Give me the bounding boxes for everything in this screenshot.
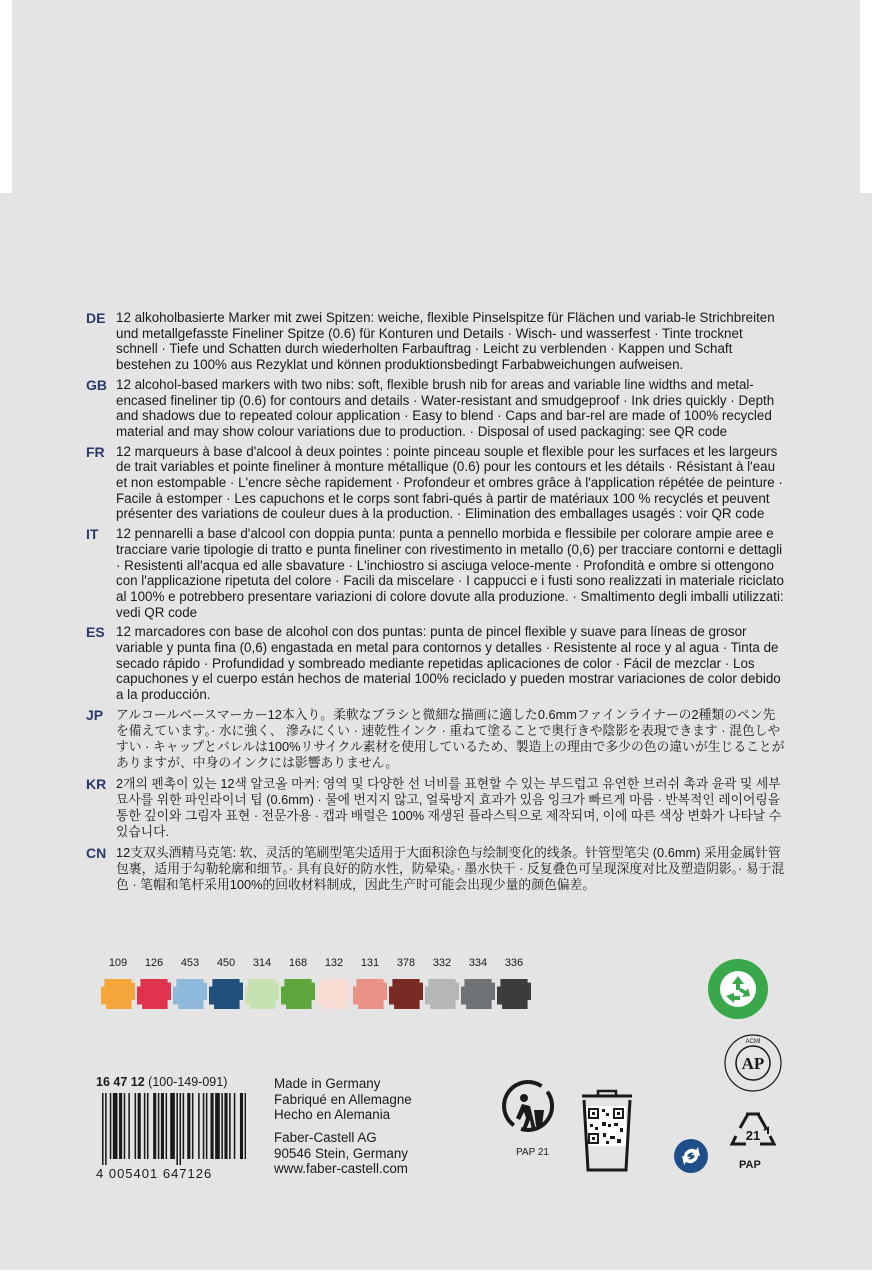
multilingual-description [86,310,786,897]
color-swatch [460,955,496,1009]
color-blob [281,979,315,1009]
barcode-bar [128,1093,130,1159]
color-swatch [208,955,244,1009]
company-address [274,1130,408,1177]
color-number: 378 [396,957,416,969]
barcode-bar [166,1093,168,1159]
barcode-bar [147,1093,149,1159]
language-block-es [86,624,786,703]
made-in-line: Fabriqué en Allemagne [274,1091,412,1107]
color-blob [101,979,135,1009]
barcode-bar [161,1093,164,1159]
color-number: 109 [108,957,128,969]
tidyman-icon [500,1080,556,1146]
color-swatch [496,955,532,1009]
language-code: IT [86,526,99,543]
language-block-de [86,310,786,373]
color-blob [497,979,531,1009]
made-in-line: Hecho en Alemania [274,1107,391,1123]
barcode-bar [102,1093,104,1165]
barcode-bar [113,1093,118,1159]
color-number: 314 [252,957,272,969]
language-text: 12 marqueurs à base d'alcool à deux pointes : pointe pinceau souple et flexible pour les surfaces et les largeurs de trait variables et pointe fineliner à monture métallique (0.6) pour les contours et les détails · Résistant à l'eau et non estompable · L'encre sèche rapidement · Profondeur et ombres grâce à l'application répétée de peinture · Facile à estomper · Les capuchons et le corps sont fabri-qués à partir de matériaux 100 % recyclés et peuvent présenter des variations de couleur dues à la production. · Elimination des emballages usagés : voir QR code [116,443,783,522]
color-swatch [244,955,280,1009]
barcode-bar [135,1093,137,1159]
language-text: 12 pennarelli a base d'alcool con doppia punta: punta a pennello morbida e flessibile per colorare ampie aree e tracciare varie tipologie di tratto e punta fineliner con rivestimento in metallo (0,6) per tracciare contorni e dettagli · Resistenti all'acqua ed alle sbavature · L'inchiostro si asciuga veloce-mente · Profondità e ombre si ottengono con l'applicazione ripetuta del colore · Facili da miscelare · I cappucci e i fusti sono realizzati in materiale riciclato al 100% e potrebbero presentare variazioni di colore dovute alla produzione. · Smaltimento degli imballi utilizzati: vedi QR code [116,526,784,620]
language-block-cn [86,845,786,894]
pap21-recycle-icon [728,1108,778,1158]
pap-label: PAP [739,1159,761,1171]
barcode-bar [206,1093,208,1159]
language-code: DE [86,310,106,326]
barcode-bar [183,1093,185,1159]
barcode-bar [144,1093,146,1159]
recycled-cardboard-badge-icon [707,958,769,1020]
language-block-it [86,526,786,620]
color-number: 450 [216,957,236,969]
barcode-bar [221,1093,223,1159]
color-blob [209,979,243,1009]
language-text: 12 alcohol-based markers with two nibs: soft, flexible brush nib for areas and variable line widths and metal-encased fineliner tip (0.6) for contours and details · Water-resistant and smudgeproof · Ink dries quickly · Depth and shadows due to repeated colour application · Easy to blend · Caps and bar-rel are made of 100% recycled material and may show colour variations due to production. · Disposal of used packaging: see QR code [116,376,775,439]
bottom-edge [0,1270,872,1280]
barcode-bar [240,1093,243,1159]
barcode-bar [203,1093,205,1159]
ean-number: 4 005401 647126 [96,1166,213,1181]
acmi-ap-seal-icon [722,1033,784,1097]
barcode-bar [105,1093,107,1165]
color-swatch [316,955,352,1009]
color-swatch [172,955,208,1009]
barcode-bar [187,1093,190,1159]
color-swatch [424,955,460,1009]
color-number: 168 [288,957,308,969]
recycle-number: 21 [745,1128,761,1143]
barcode-bar [234,1093,236,1159]
language-block-gb [86,377,786,440]
barcode-bar [176,1093,178,1165]
barcode-bar [138,1093,141,1159]
barcode-area [96,1075,266,1181]
color-blob [245,979,279,1009]
color-blob [173,979,207,1009]
article-number-main: 16 47 12 [96,1075,145,1089]
language-text: 2개의 펜촉이 있는 12색 알코올 마커: 영역 및 다양한 선 너비를 표현할 수 있는 부드럽고 유연한 브러쉬 촉과 윤곽 및 세부 묘사를 위한 파인라이너 팁 (0.6mm) · 물에 번지지 않고, 얼룩방지 효과가 있음 잉크가 빠르게 마름 · 반복적인 레이어링을 통한 깊이와 그림자 표현 · 전문가용 · 캡과 배럴은 100% 재생된 플라스틱으로 제작되며, 이에 따른 색상 변화가 나타날 수 있습니다. [116,775,782,840]
color-number: 332 [432,957,452,969]
language-text: 12 alkoholbasierte Marker mit zwei Spitzen: weiche, flexible Pinselspitze für Flächen und variab-le Strichbreiten und metallgefasste Fineliner Spitze (0.6) für Konturen und Details · Wisch- und wasserfest · Tinte trocknet schnell · Tiefe und Schatten durch wiederholten Farbauftrag · Leicht zu verblenden · Kappen und Schaft bestehen zu 100% aus Rezyklat und können produktionsbedingt Farbabweichungen aufweisen. [116,310,775,373]
hang-tab-cutout-right [860,0,872,193]
pap21-label: PAP 21 [516,1147,549,1158]
color-swatch [280,955,316,1009]
barcode-bar [245,1093,246,1159]
company-name: Faber-Castell AG [274,1130,377,1145]
made-in-block [274,1076,412,1123]
barcode-bar [180,1093,182,1165]
acmi-top-text: ACMI [745,1039,761,1045]
language-code: GB [86,376,107,393]
trash-bin-icon [578,1082,636,1174]
color-blob [353,979,387,1009]
barcode-bar [215,1093,220,1159]
language-text: 12支双头酒精马克笔: 软、灵活的笔刷型笔尖适用于大面积涂色与绘制变化的线条。针管型笔尖 (0.6mm) 采用金属针管包裹，适用于勾勒轮廓和细节。· 具有良好的防水性，防晕染。· 墨水快干 · 反复叠色可呈现深度对比及塑造阴影。· 易于混色 · 笔帽和笔杆采用100%的回收材料制成，因此生产时可能会出现少量的颜色偏差。 [116,844,785,892]
barcode-bar [110,1093,112,1159]
color-swatch [352,955,388,1009]
barcode-bar [170,1093,175,1159]
article-number-code: (100-149-091) [148,1075,228,1089]
color-blob [137,979,171,1009]
color-swatch-row [100,955,532,1009]
recycle-loop-icon [673,1138,709,1174]
company-website: www.faber-castell.com [274,1161,408,1177]
acmi-ap-text: AP [741,1054,765,1073]
barcode-bar [224,1093,227,1159]
barcode-bar [124,1093,126,1159]
barcode [96,1093,266,1165]
color-blob [317,979,351,1009]
color-number: 334 [468,957,488,969]
color-number: 131 [360,957,380,969]
language-text: 12 marcadores con base de alcohol con dos puntas: punta de pincel flexible y suave para líneas de grosor variable y punta fina (0,6) engastada en metal para contornos y detalles · Resistente al roce y al agua · Tinta de secado rápido · Profundidad y sombreado mediante repetidas aplicaciones de color · Fácil de mezclar · Los capuchones y el cuerpo están hechos de material 100% reciclado y pueden mostrar variaciones de color debido a la producción. [116,624,781,703]
made-in-line: Made in Germany [274,1076,381,1091]
article-number [96,1075,266,1089]
color-number: 132 [324,957,344,969]
color-swatch [136,955,172,1009]
color-number: 126 [144,957,164,969]
language-text: アルコールベースマーカー12本入り。柔軟なブラシと微細な描画に適した0.6mmファインライナーの2種類のペン先を備えています。· 水に強く、 滲みにくい · 速乾性インク · 重ねて塗ることで奥行きや陰影を表現できます · 混色しやすい · キャップとバレルは100%リサイクル素材を使用しているため、製造上の理由で多少の色の違いが生じることがありますが、中身のインクには影響ありません。 [116,706,785,771]
color-blob [425,979,459,1009]
color-swatch [388,955,424,1009]
color-number: 453 [180,957,200,969]
hang-tab-cutout-left [0,0,12,193]
language-code: CN [86,844,107,861]
barcode-bar [119,1093,122,1159]
language-code: JP [86,706,104,723]
language-code: FR [86,443,105,460]
language-block-kr [86,776,786,841]
barcode-bar [153,1093,156,1159]
barcode-bar [211,1093,214,1159]
color-number: 336 [504,957,524,969]
barcode-bar [192,1093,194,1159]
color-blob [389,979,423,1009]
barcode-bar [229,1093,231,1159]
color-swatch [100,955,136,1009]
language-code: KR [86,775,107,792]
language-block-fr [86,444,786,523]
color-blob [461,979,495,1009]
language-block-jp [86,707,786,772]
language-code: ES [86,624,105,641]
barcode-bar [158,1093,160,1159]
company-address-line: 90546 Stein, Germany [274,1145,408,1161]
barcode-bar [198,1093,200,1159]
